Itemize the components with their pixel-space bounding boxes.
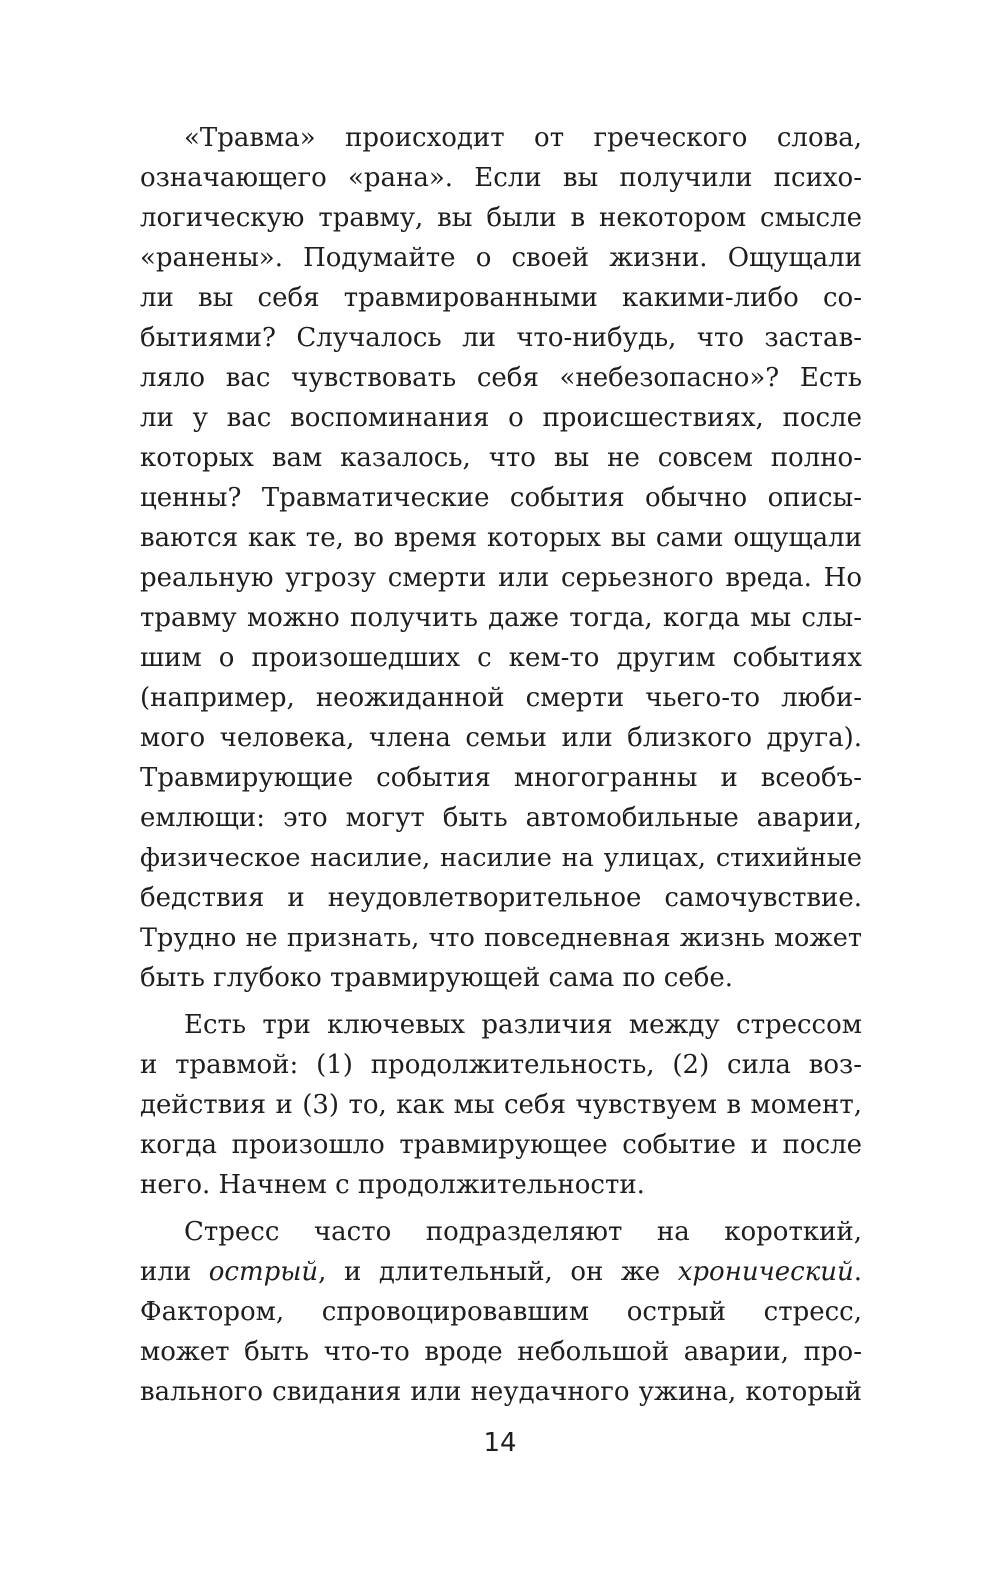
text-line: Есть три ключевых различия между стрессом [184,1010,862,1040]
text-line: действия и (3) то, как мы себя чувствуем в момент, [140,1090,862,1120]
text-line: может быть что-то вроде небольшой аварии, про- [140,1337,862,1367]
italic-term: острый [208,1257,319,1287]
text-line-with-italics [140,1252,862,1292]
text-line: емлющи: это могут быть автомобильные аварии, [140,803,862,833]
text-line: физическое насилие, насилие на улицах, стихийные [140,843,862,873]
paragraph-gap [140,1205,862,1212]
text-line: Фактором, спровоцировавшим острый стресс, [140,1297,862,1327]
page-number: 14 [483,1428,517,1458]
text-line: ляло вас чувствовать себя «небезопасно»? Есть [140,363,862,393]
text-line: мого человека, члена семьи или близкого друга). [140,723,862,753]
text-line: ваются как те, во время которых вы сами ощущали [140,523,862,553]
text-line: Стресс часто подразделяют на короткий, [184,1217,862,1247]
text-line: Травмирующие события многогранны и всеобъ- [140,763,862,793]
text-line: Трудно не признать, что повседневная жизнь может [140,923,862,953]
text-line: ли у вас воспоминания о происшествиях, после [140,403,862,433]
text-line: означающего «рана». Если вы получили психо- [140,163,862,193]
text-run: . [853,1257,862,1287]
text-line: когда произошло травмирующее событие и после [140,1130,862,1160]
text-line: шим о произошедших с кем-то другим событиях [140,643,862,673]
text-line: реальную угрозу смерти или серьезного вреда. Но [140,563,862,593]
text-line: бедствия и неудовлетворительное самочувствие. [140,883,862,913]
italic-term: хронический [677,1257,854,1287]
paragraph-2 [140,1005,862,1205]
paragraph-3 [140,1212,862,1412]
text-line: «Травма» происходит от греческого слова, [184,123,862,153]
text-run: , и длительный, он же [318,1257,678,1287]
text-line: «ранены». Подумайте о своей жизни. Ощущали [140,243,862,273]
text-line: него. Начнем с продолжительности. [140,1170,645,1200]
text-line: логическую травму, вы были в некотором смысле [140,203,862,233]
body-text [140,118,862,1412]
text-line: ли вы себя травмированными какими-либо со- [140,283,862,313]
text-line: травму можно получить даже тогда, когда мы слы- [140,603,862,633]
paragraph-gap [140,998,862,1005]
text-line: бытиями? Случалось ли что-нибудь, что застав- [140,323,862,353]
text-line: вального свидания или неудачного ужина, который [140,1377,862,1407]
text-run: или [140,1257,209,1287]
paragraph-1 [140,118,862,998]
text-line: которых вам казалось, что вы не совсем полно- [140,443,862,473]
text-line: ценны? Травматические события обычно описы- [140,483,862,513]
text-line: быть глубоко травмирующей сама по себе. [140,963,734,993]
text-line: и травмой: (1) продолжительность, (2) сила воз- [140,1050,862,1080]
text-line: (например, неожиданной смерти чьего-то люби- [140,683,862,713]
